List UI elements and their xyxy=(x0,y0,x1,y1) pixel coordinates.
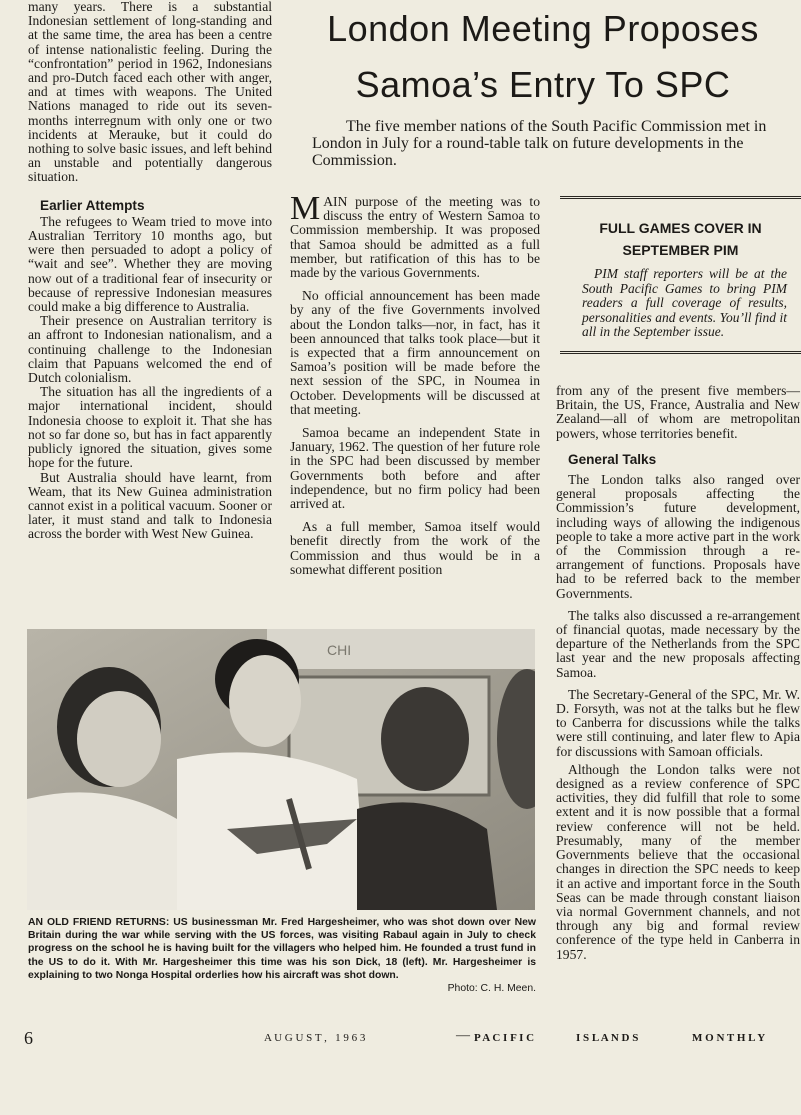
photo-credit: Photo: C. H. Meen. xyxy=(447,983,536,995)
promo-box-title-1: FULL GAMES COVER IN xyxy=(599,220,762,236)
page-footer xyxy=(24,1028,794,1048)
left-paragraph: But Australia should have learnt, from Weam, that its New Guinea administration cannot exist in a political vacuum. Sooner or later, it must stand and talk to Indonesia across the border with West New Guinea. xyxy=(28,469,272,542)
photo-caption xyxy=(28,916,536,995)
intro-paragraph: The five member nations of the South Pacific Commission met in London in July for a round-table talk on future developments in the Commission. xyxy=(312,118,767,169)
photo-caption-text: AN OLD FRIEND RETURNS: US businessman Mr. Fred Hargesheimer, who was shot down over New Britain during the war while serving with the US forces, was visiting Rabaul again in July to check progress on the school he is having built for the villagers who helped him. He founded a trust fund in the US to do it. With Mr. Hargesheimer this time was his son Dick, 18 (left). Mr. Hargesheimer is explaining to two Nonga Hospital orderlies how his aircraft was shot down. xyxy=(28,917,536,981)
headline-line-1: London Meeting Proposes xyxy=(327,8,759,49)
subhead-earlier-attempts: Earlier Attempts xyxy=(40,197,145,213)
footer-dash: — xyxy=(456,1028,470,1043)
footer-magazine-1: P A C I F I C xyxy=(474,1032,535,1044)
headline xyxy=(318,4,768,110)
right-column xyxy=(556,384,800,962)
footer-magazine-3: M O N T H L Y xyxy=(692,1032,766,1044)
middle-column xyxy=(290,190,540,577)
promo-box xyxy=(560,196,801,354)
middle-paragraph: No official announcement has been made by any of the five Governments involved about the London talks—nor, in fact, has it been announced that talks took place—but it is expected that a firm announcement on Samoa’s position will be made before the next session of the SPC, in Noumea in October. Developments will be discussed at that meeting. xyxy=(290,288,540,417)
footer-date: A U G U S T , 1 9 6 3 xyxy=(264,1032,366,1044)
photo-illustration xyxy=(27,629,535,910)
photo-sign-text: CHI xyxy=(327,642,352,658)
middle-first-text: AIN purpose of the meeting was to discuss the entry of Western Samoa to Commission membership. It was proposed that Samoa should be admitted as a full member, but ratification of this has to be made by the various Governments. xyxy=(290,194,540,281)
right-paragraph: The London talks also ranged over general proposals affecting the Commission’s future development, including ways of allowing the indigenous people to take a more active part in the work of the Commission through a re-arrangement of functions. Proposals have had to be referred back to the member Governments. xyxy=(556,472,800,601)
footer-magazine-2: I S L A N D S xyxy=(576,1032,639,1044)
left-paragraph: The situation has all the ingredients of a major international incident, should Indonesia choose to exploit it. That she has not so far done so, but has in fact apparently publicly ignored the situation, gives some hope for the future. xyxy=(28,384,272,471)
left-paragraph: The refugees to Weam tried to move into Australian Territory 10 months ago, but were then persuaded to adopt a policy of “wait and see”. Whether they are moving now out of a traditional fear of insecurity or because of repressive Indonesian measures could make a big difference to Australia. xyxy=(28,213,272,315)
left-lead-paragraph: many years. There is a substantial Indonesian settlement of long-standing and at the same time, the area has been a centre of intense nationalistic feeling. During the “confrontation” period in 1962, Indonesians and pro-Dutch faced each other with anger, and at times with weapons. The United Nations managed to ride out its seven-months interregnum with only one or two incidents at Merauke, but it could do nothing to solve basic issues, and left behind an unstable and potentially dangerous situation. xyxy=(28,0,272,185)
left-paragraph: Their presence on Australian territory is an affront to Indonesian nationalism, and a continuing challenge to the Indonesian claim that Papuans welcomed the end of Dutch colonialism. xyxy=(28,313,272,386)
news-photo xyxy=(27,629,535,910)
right-paragraph: The Secretary-General of the SPC, Mr. W. D. Forsyth, was not at the talks but he flew to Canberra for discussions while the talks were still continuing, and later flew to Apia for discussions with Samoan officials. xyxy=(556,686,800,759)
promo-box-title-2: SEPTEMBER PIM xyxy=(622,242,739,258)
right-lead-paragraph: from any of the present five members—Britain, the US, France, Australia and New Zealand—all of whom are metropolitan powers, whose territories benefit. xyxy=(556,383,800,441)
middle-paragraph: As a full member, Samoa itself would benefit directly from the work of the Commission and thus would be in a somewhat different position xyxy=(290,519,540,577)
promo-box-body: PIM staff reporters will be at the South Pacific Games to bring PIM readers a full coverage of results, personalities and events. You’ll find it all in the September issue. xyxy=(582,266,787,339)
middle-paragraph: Samoa became an independent State in January, 1962. The question of her future role in the SPC had been discussed by member Governments both before and after independence, but no firm policy had been arrived at. xyxy=(290,425,540,512)
left-column xyxy=(28,0,272,542)
headline-line-2: Samoa’s Entry To SPC xyxy=(355,64,731,105)
right-paragraph: The talks also discussed a re-arrangement of financial quotas, made necessary by the departure of the Netherlands from the SPC last year and the new proposals affecting Samoa. xyxy=(556,607,800,680)
subhead-general-talks: General Talks xyxy=(568,451,657,467)
middle-first-paragraph xyxy=(290,190,540,281)
page-number: 6 xyxy=(24,1028,33,1048)
right-paragraph: Although the London talks were not designed as a review conference of SPC activities, they did fulfill that role to some extent and it is now possible that a formal review conference will not be held. Presumably, many of the member Governments believe that the occasional changes in direction the SPC needs to keep it an active and important force in the South Seas can be made through constant liaison via normal Government channels, and not through any big and formal review conference of the type held in Canberra in 1957. xyxy=(556,761,800,962)
drop-cap: M xyxy=(290,190,321,227)
